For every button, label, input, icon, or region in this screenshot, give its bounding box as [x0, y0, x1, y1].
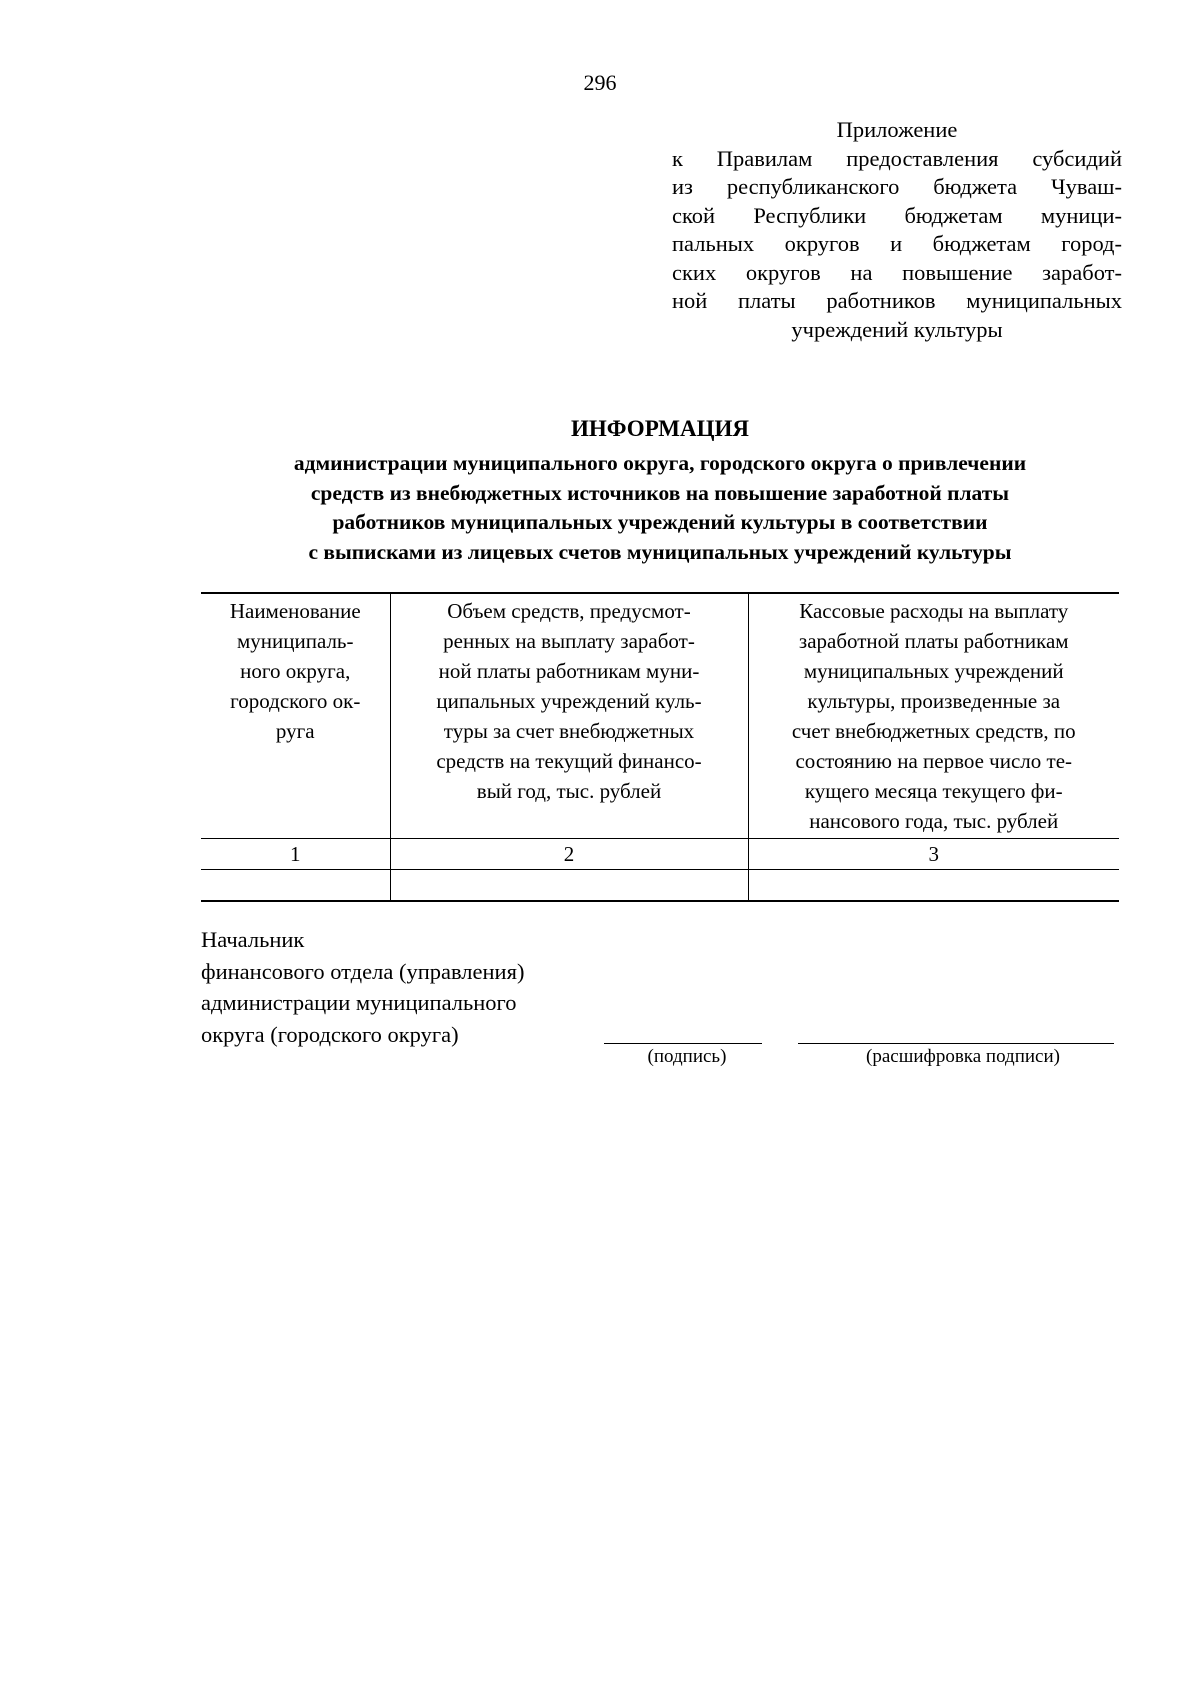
- header-cell-district: [201, 593, 390, 839]
- subtitle-line: администрации муниципального округа, городского округа о привлечении: [293, 451, 1027, 475]
- subtitle-line: с выписками из лицевых счетов муниципальных учреждений культуры: [308, 539, 1012, 564]
- appendix-line: ской Республики бюджетам муници-: [672, 202, 1122, 228]
- table-header-row: [201, 593, 1119, 839]
- appendix-block: [672, 116, 1122, 344]
- column-number: 2: [390, 839, 748, 870]
- appendix-line: учреждений культуры: [791, 316, 1003, 342]
- header-line: муниципальных учреждений: [803, 659, 1064, 683]
- header-cell-planned-funds: [390, 593, 748, 839]
- subtitle-line: работников муниципальных учреждений культуры в соответствии: [332, 510, 988, 534]
- document-title: ИНФОРМАЦИЯ: [570, 416, 750, 441]
- table-number-row: [201, 839, 1119, 870]
- header-line: ного округа,: [240, 659, 351, 683]
- header-line: ной платы работникам муни-: [438, 659, 700, 683]
- column-number: 1: [201, 839, 390, 870]
- signer-line: Начальник: [201, 927, 305, 952]
- appendix-line: из республиканского бюджета Чуваш-: [672, 174, 1122, 199]
- empty-cell: [390, 870, 748, 902]
- signer-line: администрации муниципального: [201, 990, 517, 1015]
- signature-caption: (подпись): [647, 1046, 727, 1067]
- header-line: ренных на выплату заработ-: [443, 629, 695, 653]
- document-subtitle: [190, 449, 1130, 567]
- signature-line: [604, 1043, 762, 1044]
- header-line: нансового года, тыс. рублей: [809, 809, 1059, 833]
- header-line: вый год, тыс. рублей: [476, 779, 662, 803]
- empty-cell: [748, 870, 1119, 902]
- signer-line: округа (городского округа): [201, 1021, 459, 1047]
- header-line: городского ок-: [230, 689, 361, 713]
- header-line: кущего месяца текущего фи-: [804, 779, 1063, 803]
- header-line: культуры, произведенные за: [807, 689, 1061, 713]
- subtitle-line: средств из внебюджетных источников на повышение заработной платы: [310, 480, 1010, 505]
- column-number: 3: [748, 839, 1119, 870]
- signature-decryption-caption: (расшифровка подписи): [866, 1046, 1060, 1067]
- header-line: руга: [275, 719, 315, 743]
- header-line: муниципаль-: [236, 629, 354, 653]
- appendix-line: к Правилам предоставления субсидий: [672, 145, 1122, 171]
- appendix-line: ских округов на повышение заработ-: [672, 259, 1122, 285]
- header-line: Наименование: [229, 599, 361, 623]
- header-line: Объем средств, предусмот-: [447, 599, 691, 623]
- empty-cell: [201, 870, 390, 902]
- header-line: состоянию на первое число те-: [795, 749, 1073, 773]
- appendix-line: ной платы работников муниципальных: [672, 288, 1122, 313]
- header-line: ципальных учреждений куль-: [436, 689, 702, 713]
- header-line: средств на текущий финансо-: [436, 749, 702, 773]
- page-number: 296: [583, 70, 617, 95]
- appendix-title: Приложение: [836, 117, 958, 142]
- header-line: туры за счет внебюджетных: [443, 719, 695, 743]
- signer-line: финансового отдела (управления): [201, 958, 525, 984]
- header-line: заработной платы работникам: [798, 629, 1069, 653]
- signature-decryption-line: [798, 1043, 1114, 1044]
- appendix-line: пальных округов и бюджетам город-: [672, 231, 1122, 256]
- header-cell-cash-expenses: [748, 593, 1119, 839]
- header-line: счет внебюджетных средств, по: [791, 719, 1076, 743]
- table-row: [201, 870, 1119, 902]
- header-line: Кассовые расходы на выплату: [799, 599, 1069, 623]
- signer-block: [201, 924, 621, 1050]
- info-table: [201, 592, 1119, 902]
